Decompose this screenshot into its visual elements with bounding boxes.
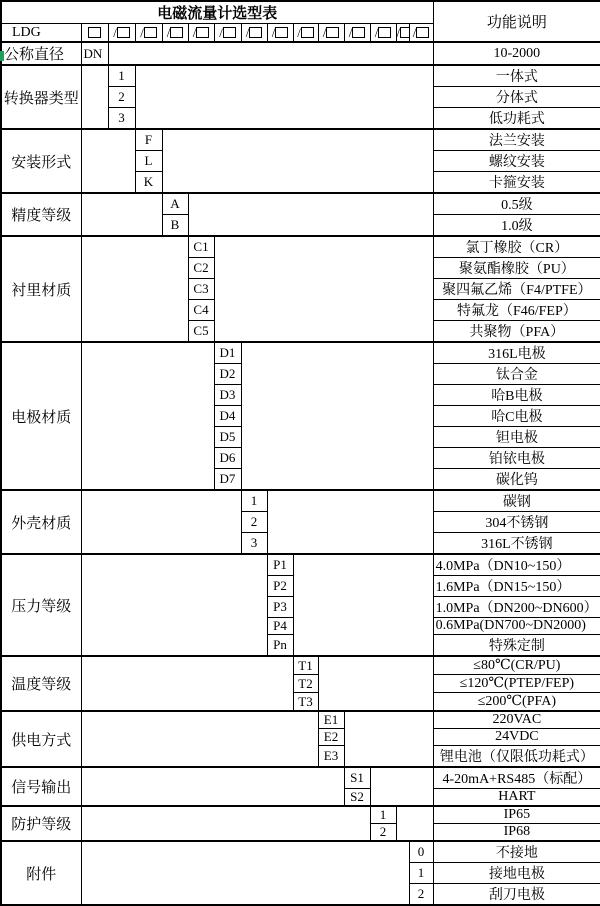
function-column-header: 功能说明 bbox=[433, 1, 600, 42]
description-cell: 低功耗式 bbox=[433, 108, 600, 130]
grid-filler bbox=[162, 129, 433, 193]
code-cell: 1 bbox=[108, 65, 135, 87]
box-icon bbox=[196, 27, 209, 38]
model-prefix: LDG bbox=[1, 24, 81, 43]
description-cell: 碳钢 bbox=[433, 490, 600, 512]
grid-filler bbox=[81, 841, 409, 905]
box-icon bbox=[275, 27, 288, 38]
box-icon bbox=[378, 27, 391, 38]
grid-filler bbox=[81, 767, 344, 806]
code-cell: K bbox=[135, 172, 162, 194]
model-slot-cell: / bbox=[344, 24, 370, 43]
code-cell: D3 bbox=[214, 385, 241, 406]
description-cell: 0.5级 bbox=[433, 193, 600, 215]
description-cell: 锂电池（仅限低功耗式） bbox=[433, 746, 600, 768]
box-icon bbox=[117, 27, 130, 38]
model-slot-cell: / bbox=[162, 24, 188, 43]
description-cell: 1.0MPa（DN200~DN600） bbox=[433, 597, 600, 618]
grid-filler bbox=[370, 767, 433, 806]
description-cell: 卡箍安装 bbox=[433, 172, 600, 194]
code-cell: A bbox=[162, 193, 188, 215]
code-cell: P1 bbox=[267, 554, 293, 576]
description-cell: ≤120℃(PTEP/FEP) bbox=[433, 675, 600, 693]
category-label: 外壳材质 bbox=[1, 490, 81, 554]
code-cell: S1 bbox=[344, 767, 370, 789]
box-icon bbox=[301, 27, 314, 38]
category-label: 附件 bbox=[1, 841, 81, 905]
model-box-cell bbox=[81, 24, 108, 43]
grid-filler bbox=[293, 554, 433, 656]
code-cell: S2 bbox=[344, 789, 370, 807]
description-cell: 氯丁橡胶（CR） bbox=[433, 236, 600, 258]
code-cell: 3 bbox=[108, 108, 135, 130]
box-icon bbox=[88, 27, 101, 38]
box-icon bbox=[144, 27, 157, 38]
description-cell: 1.6MPa（DN15~150） bbox=[433, 576, 600, 597]
category-label: 公称直径 bbox=[1, 42, 81, 65]
green-cell-marker bbox=[0, 51, 4, 61]
code-cell: C3 bbox=[188, 279, 214, 300]
model-slot-cell: / bbox=[188, 24, 214, 43]
box-icon bbox=[326, 27, 339, 38]
box-icon bbox=[249, 27, 262, 38]
code-cell: 2 bbox=[370, 824, 396, 842]
code-cell: 1 bbox=[409, 863, 433, 884]
code-cell: T3 bbox=[293, 693, 318, 712]
model-slot-cell: / bbox=[409, 24, 433, 43]
model-slot-cell: / bbox=[108, 24, 135, 43]
code-cell: F bbox=[135, 129, 162, 151]
code-cell: P3 bbox=[267, 597, 293, 618]
grid-filler bbox=[81, 65, 108, 129]
code-cell: C5 bbox=[188, 321, 214, 343]
category-label: 转换器类型 bbox=[1, 65, 81, 129]
box-icon bbox=[416, 27, 429, 38]
code-cell: 3 bbox=[241, 533, 267, 555]
description-cell: 24VDC bbox=[433, 729, 600, 746]
code-cell: D6 bbox=[214, 448, 241, 469]
description-cell: 特氟龙（F46/FEP） bbox=[433, 300, 600, 321]
model-slot-cell: / bbox=[293, 24, 318, 43]
code-cell: C2 bbox=[188, 258, 214, 279]
code-cell: 2 bbox=[241, 512, 267, 533]
code-cell: D5 bbox=[214, 427, 241, 448]
model-slot-cell: / bbox=[135, 24, 162, 43]
description-cell: 不接地 bbox=[433, 841, 600, 863]
code-cell: Pn bbox=[267, 635, 293, 657]
grid-filler bbox=[344, 711, 433, 767]
grid-filler bbox=[81, 554, 267, 656]
category-label: 衬里材质 bbox=[1, 236, 81, 342]
description-cell: 螺纹安装 bbox=[433, 151, 600, 172]
description-cell: 分体式 bbox=[433, 87, 600, 108]
description-cell: 4.0MPa（DN10~150） bbox=[433, 554, 600, 576]
code-cell: D7 bbox=[214, 469, 241, 491]
description-cell: 碳化钨 bbox=[433, 469, 600, 491]
code-cell: P2 bbox=[267, 576, 293, 597]
code-cell: T1 bbox=[293, 656, 318, 675]
grid-filler bbox=[81, 806, 370, 841]
grid-filler bbox=[108, 42, 433, 65]
description-cell: 刮刀电极 bbox=[433, 884, 600, 906]
grid-filler bbox=[267, 490, 433, 554]
description-cell: 316L电极 bbox=[433, 342, 600, 364]
description-cell: 10-2000 bbox=[433, 42, 600, 65]
category-label: 安装形式 bbox=[1, 129, 81, 193]
box-icon bbox=[352, 27, 365, 38]
description-cell: 1.0级 bbox=[433, 215, 600, 237]
description-cell: 共聚物（PFA） bbox=[433, 321, 600, 343]
grid-filler bbox=[188, 193, 433, 236]
code-cell: DN bbox=[81, 42, 108, 65]
model-slot-cell: / bbox=[396, 24, 409, 43]
category-label: 温度等级 bbox=[1, 656, 81, 711]
category-label: 信号输出 bbox=[1, 767, 81, 806]
model-slot-cell: / bbox=[318, 24, 344, 43]
box-icon bbox=[170, 27, 183, 38]
description-cell: 0.6MPa(DN700~DN2000) bbox=[433, 618, 600, 635]
code-cell: 2 bbox=[108, 87, 135, 108]
grid-filler bbox=[81, 711, 318, 767]
code-cell: P4 bbox=[267, 618, 293, 635]
code-cell: 1 bbox=[370, 806, 396, 824]
code-cell: C1 bbox=[188, 236, 214, 258]
code-cell: D4 bbox=[214, 406, 241, 427]
description-cell: 接地电极 bbox=[433, 863, 600, 884]
description-cell: IP65 bbox=[433, 806, 600, 824]
description-cell: 316L不锈钢 bbox=[433, 533, 600, 555]
description-cell: ≤200℃(PFA) bbox=[433, 693, 600, 712]
code-cell: 2 bbox=[409, 884, 433, 906]
description-cell: ≤80℃(CR/PU) bbox=[433, 656, 600, 675]
description-cell: 铂铱电极 bbox=[433, 448, 600, 469]
description-cell: IP68 bbox=[433, 824, 600, 842]
code-cell: E1 bbox=[318, 711, 344, 729]
description-cell: HART bbox=[433, 789, 600, 807]
page-title: 电磁流量计选型表 bbox=[1, 1, 433, 24]
grid-filler bbox=[396, 806, 433, 841]
code-cell: C4 bbox=[188, 300, 214, 321]
model-slot-cell: / bbox=[370, 24, 396, 43]
grid-filler bbox=[318, 656, 433, 711]
code-cell: L bbox=[135, 151, 162, 172]
category-label: 防护等级 bbox=[1, 806, 81, 841]
box-icon bbox=[400, 27, 409, 38]
description-cell: 4-20mA+RS485（标配） bbox=[433, 767, 600, 789]
description-cell: 特殊定制 bbox=[433, 635, 600, 657]
grid-filler bbox=[81, 129, 135, 193]
code-cell: E2 bbox=[318, 729, 344, 746]
box-icon bbox=[223, 27, 236, 38]
model-slot-cell: / bbox=[214, 24, 241, 43]
grid-filler bbox=[81, 193, 162, 236]
grid-filler bbox=[241, 342, 433, 490]
code-cell: D1 bbox=[214, 342, 241, 364]
grid-filler bbox=[81, 490, 241, 554]
code-cell: 1 bbox=[241, 490, 267, 512]
description-cell: 哈B电极 bbox=[433, 385, 600, 406]
description-cell: 304不锈钢 bbox=[433, 512, 600, 533]
code-cell: T2 bbox=[293, 675, 318, 693]
description-cell: 220VAC bbox=[433, 711, 600, 729]
model-slot-cell: / bbox=[267, 24, 293, 43]
category-label: 精度等级 bbox=[1, 193, 81, 236]
code-cell: E3 bbox=[318, 746, 344, 768]
code-cell: 0 bbox=[409, 841, 433, 863]
code-cell: B bbox=[162, 215, 188, 237]
description-cell: 钽电极 bbox=[433, 427, 600, 448]
category-label: 电极材质 bbox=[1, 342, 81, 490]
description-cell: 钛合金 bbox=[433, 364, 600, 385]
description-cell: 聚氨酯橡胶（PU） bbox=[433, 258, 600, 279]
grid-filler bbox=[135, 65, 433, 129]
model-slot-cell: / bbox=[241, 24, 267, 43]
grid-filler bbox=[81, 342, 214, 490]
description-cell: 一体式 bbox=[433, 65, 600, 87]
grid-filler bbox=[81, 656, 293, 711]
grid-filler bbox=[214, 236, 433, 342]
grid-filler bbox=[81, 236, 188, 342]
description-cell: 哈C电极 bbox=[433, 406, 600, 427]
code-cell: D2 bbox=[214, 364, 241, 385]
description-cell: 聚四氟乙烯（F4/PTFE） bbox=[433, 279, 600, 300]
category-label: 压力等级 bbox=[1, 554, 81, 656]
category-label: 供电方式 bbox=[1, 711, 81, 767]
description-cell: 法兰安装 bbox=[433, 129, 600, 151]
